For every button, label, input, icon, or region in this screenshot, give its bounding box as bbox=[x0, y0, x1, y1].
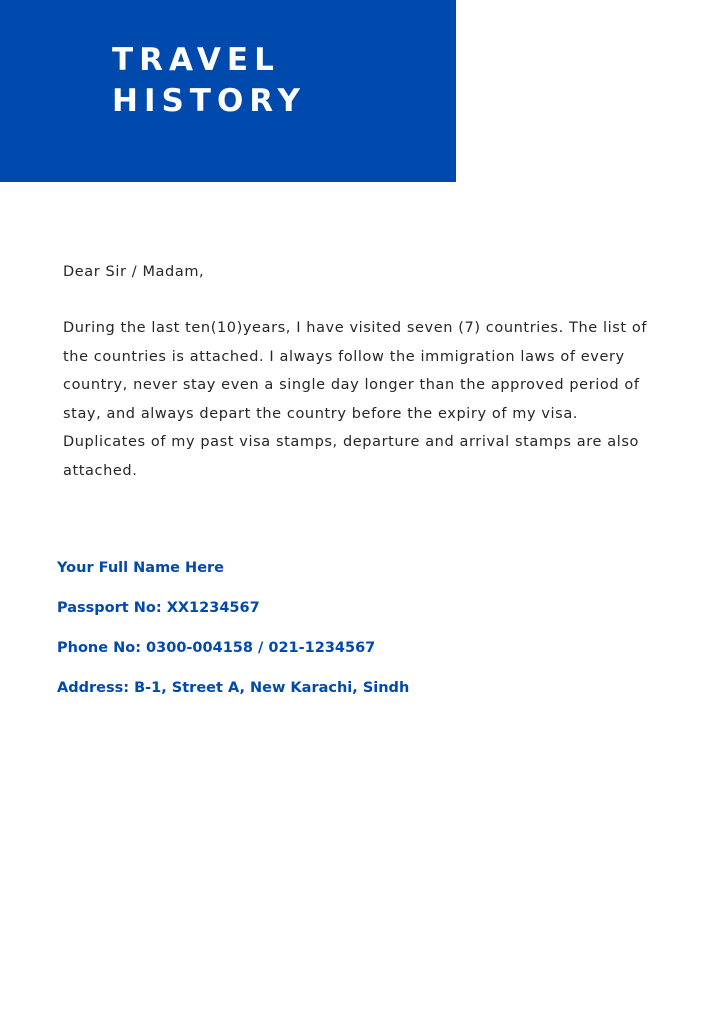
greeting: Dear Sir / Madam, bbox=[63, 264, 205, 280]
passport-number: Passport No: XX1234567 bbox=[57, 600, 260, 616]
page-title bbox=[112, 40, 306, 122]
signature-block bbox=[57, 555, 409, 715]
title-line-1: TRAVEL bbox=[112, 42, 280, 78]
letter-body: During the last ten(10)years, I have visited seven (7) countries. The list of the countries is attached. I always follow the immigration laws of every country, never stay even a single day longer than the approved period of stay, and always depart the country before the expiry of my visa. Duplicates of my past visa stamps, departure and arrival stamps are also attached. bbox=[63, 320, 648, 479]
letter-content bbox=[63, 258, 663, 485]
phone-number: Phone No: 0300-004158 / 021-1234567 bbox=[57, 640, 376, 656]
header-banner bbox=[0, 0, 456, 182]
title-line-2: HISTORY bbox=[112, 83, 306, 119]
full-name: Your Full Name Here bbox=[57, 560, 225, 576]
address: Address: B-1, Street A, New Karachi, Sindh bbox=[57, 680, 410, 696]
